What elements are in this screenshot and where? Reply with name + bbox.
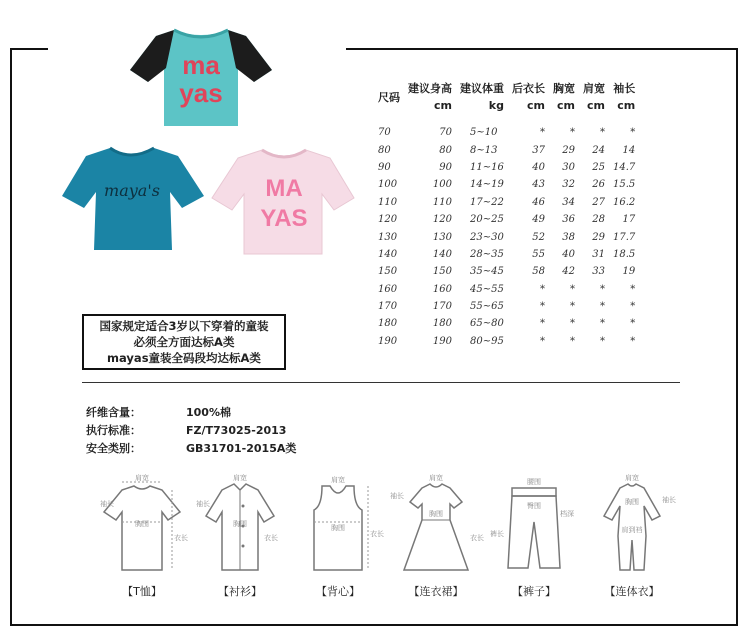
table-cell: 100: [432, 179, 452, 191]
measurement-guide: [96, 476, 676, 606]
table-row: [374, 263, 639, 280]
table-cell: 58: [532, 266, 545, 278]
table-row: [374, 246, 639, 263]
romper-label-crotch: 肩到裆: [621, 526, 643, 534]
size-table: [374, 80, 639, 350]
spec-standard: [86, 422, 286, 438]
table-cell: 80~95: [470, 335, 504, 347]
table-cell: 180: [378, 318, 398, 330]
table-cell: 33: [592, 266, 605, 278]
table-cell: *: [630, 283, 636, 295]
spec-safety-label: 安全类别：: [86, 442, 141, 455]
table-cell: 29: [592, 231, 605, 243]
table-cell: 130: [378, 231, 398, 243]
col-header-height: 建议身高: [408, 82, 452, 95]
table-cell: 16.2: [613, 196, 636, 208]
table-cell: 65~80: [470, 318, 504, 330]
table-cell: 190: [432, 335, 452, 347]
table-cell: 90: [378, 161, 391, 173]
table-cell: 42: [562, 266, 575, 278]
table-cell: *: [600, 301, 605, 313]
pants-label-hip: 臀围: [527, 502, 541, 510]
table-cell: 170: [378, 301, 398, 313]
vest-label-shoulder: 肩宽: [331, 476, 345, 484]
table-cell: *: [540, 301, 545, 313]
dress-label-length: 衣长: [470, 534, 484, 542]
table-cell: 14: [622, 144, 636, 156]
vest-caption: 【背心】: [316, 585, 360, 598]
unit-weight: kg: [488, 99, 504, 112]
table-cell: 29: [562, 144, 575, 156]
table-cell: 140: [432, 248, 452, 260]
table-row: [374, 298, 639, 315]
table-row: [374, 333, 639, 350]
table-cell: 90: [439, 161, 452, 173]
table-row: [374, 315, 639, 332]
tshirt-label-sleeve: 袖长: [100, 500, 114, 508]
romper-label-chest: 胸围: [625, 498, 639, 506]
shirt-label-sleeve: 袖长: [196, 500, 210, 508]
shirt-label-chest: 胸围: [233, 520, 247, 528]
spec-standard-label: 执行标准：: [86, 424, 141, 437]
size-table-body: [374, 124, 639, 350]
table-row: [374, 159, 639, 176]
table-cell: 100: [378, 179, 398, 191]
shirt1-text-line2: yas: [179, 78, 223, 108]
tshirt-label-chest: 胸围: [135, 520, 149, 528]
table-cell: 27: [592, 196, 605, 208]
table-cell: 23~30: [470, 231, 504, 243]
shirt3-text-line2: YAS: [260, 205, 308, 232]
table-cell: 26: [592, 179, 605, 191]
table-cell: 24: [592, 144, 605, 156]
table-cell: 28~35: [470, 248, 504, 260]
table-cell: 19: [622, 266, 636, 278]
table-row: [374, 281, 639, 298]
product-photo-pink: [208, 148, 358, 262]
unit-row: [374, 97, 639, 114]
table-cell: *: [570, 318, 575, 330]
romper-label-sleeve: 袖长: [662, 496, 676, 504]
dress-label-sleeve: 袖长: [390, 492, 404, 500]
pants-diagram-icon: [488, 476, 580, 580]
product-photo-teal-cursive: [58, 146, 208, 258]
spec-standard-value: FZ/T73025-2013: [186, 424, 287, 437]
product-photo-teal-black: [126, 26, 276, 134]
table-cell: 140: [378, 248, 398, 260]
table-cell: 38: [562, 231, 575, 243]
unit-chest: cm: [557, 99, 575, 112]
shirt-label-length: 衣长: [264, 534, 278, 542]
table-cell: 80: [378, 144, 391, 156]
unit-length: cm: [527, 99, 545, 112]
pants-label-rise: 档深: [560, 510, 574, 518]
pants-caption: 【裤子】: [512, 585, 556, 598]
pants-label-waist: 腰围: [527, 478, 541, 486]
table-cell: 55: [532, 248, 545, 260]
dress-label-chest: 胸围: [429, 510, 443, 518]
table-cell: 17~22: [470, 196, 504, 208]
table-cell: *: [630, 127, 636, 139]
table-row: [374, 176, 639, 193]
table-cell: 150: [432, 266, 452, 278]
table-cell: 25: [592, 161, 605, 173]
table-row: [374, 228, 639, 245]
table-cell: *: [570, 335, 575, 347]
table-cell: 14.7: [613, 161, 636, 173]
table-cell: 45~55: [470, 283, 504, 295]
note-line-2: 必须全方面达标A类: [133, 335, 235, 349]
table-row: [374, 211, 639, 228]
tshirt-caption: 【T恤】: [122, 585, 162, 598]
table-cell: 40: [562, 248, 575, 260]
table-row: [374, 124, 639, 141]
dress-diagram-icon: [390, 476, 482, 580]
table-cell: *: [600, 127, 605, 139]
table-cell: 36: [562, 214, 575, 226]
tshirt-label-shoulder: 肩宽: [135, 474, 149, 482]
table-cell: *: [570, 283, 575, 295]
table-cell: 15.5: [613, 179, 636, 191]
col-header-sleeve: 袖长: [613, 82, 636, 95]
note-line-3: mayas童装全码段均达标A类: [107, 351, 261, 365]
table-cell: 20~25: [470, 214, 504, 226]
table-cell: *: [600, 335, 605, 347]
shirt-caption: 【衬衫】: [218, 585, 262, 598]
table-cell: 8~13: [470, 144, 498, 156]
pants-label-length: 裤长: [490, 530, 504, 538]
table-cell: 37: [532, 144, 545, 156]
garment-romper: [586, 476, 678, 606]
col-header-size: 尺码: [378, 90, 400, 104]
table-cell: 31: [592, 248, 605, 260]
table-cell: 110: [432, 196, 452, 208]
table-cell: 120: [378, 214, 398, 226]
garment-pants: [488, 476, 580, 606]
table-cell: 17.7: [613, 231, 636, 243]
shirt3-text-line1: MA: [265, 175, 303, 202]
table-cell: *: [540, 318, 545, 330]
table-cell: 34: [562, 196, 575, 208]
tshirt-label-length: 衣长: [174, 534, 188, 542]
table-cell: 190: [378, 335, 398, 347]
shirt-label-shoulder: 肩宽: [233, 474, 247, 482]
table-cell: 28: [592, 214, 605, 226]
table-cell: 43: [532, 179, 545, 191]
header-row: [374, 80, 639, 97]
table-cell: 55~65: [470, 301, 504, 313]
table-cell: *: [630, 318, 636, 330]
table-cell: *: [570, 127, 575, 139]
table-cell: 70: [439, 127, 452, 139]
shirt1-text-line1: ma: [182, 50, 220, 80]
table-cell: 150: [378, 266, 398, 278]
vest-label-chest: 胸围: [331, 524, 345, 532]
note-line-1: 国家规定适合3岁以下穿着的童装: [99, 319, 269, 333]
col-header-length: 后衣长: [512, 82, 545, 95]
size-table-header: [374, 80, 639, 124]
table-cell: *: [630, 301, 636, 313]
table-cell: 17: [622, 214, 636, 226]
table-cell: 80: [439, 144, 452, 156]
col-header-shoulder: 肩宽: [583, 82, 605, 95]
unit-height: cm: [434, 99, 452, 112]
dress-label-shoulder: 肩宽: [429, 474, 443, 482]
table-cell: 35~45: [470, 266, 504, 278]
table-cell: 18.5: [613, 248, 636, 260]
table-cell: 40: [532, 161, 545, 173]
table-cell: 32: [562, 179, 575, 191]
table-cell: 160: [432, 283, 452, 295]
shirt2-text: maya's: [104, 181, 160, 200]
table-cell: *: [540, 127, 545, 139]
table-row: [374, 141, 639, 158]
romper-label-shoulder: 肩宽: [625, 474, 639, 482]
col-header-weight: 建议体重: [460, 82, 504, 95]
garment-tshirt: [96, 476, 188, 606]
table-cell: *: [600, 318, 605, 330]
romper-diagram-icon: [586, 476, 678, 580]
table-cell: 110: [378, 196, 398, 208]
vest-label-length: 衣长: [370, 530, 384, 538]
shirt-diagram-icon: [194, 476, 286, 580]
vest-diagram-icon: [292, 476, 384, 580]
table-cell: 5~10: [470, 127, 498, 139]
dress-caption: 【连衣裙】: [408, 585, 464, 598]
table-cell: 120: [432, 214, 452, 226]
spec-safety: [86, 440, 296, 456]
table-cell: *: [540, 283, 545, 295]
table-cell: 14~19: [470, 179, 504, 191]
garment-vest: [292, 476, 384, 606]
table-cell: 70: [378, 127, 391, 139]
table-cell: 130: [432, 231, 452, 243]
col-header-chest: 胸宽: [553, 82, 575, 95]
spec-fiber: [86, 404, 231, 420]
compliance-note: [82, 314, 286, 370]
table-cell: *: [570, 301, 575, 313]
table-cell: 11~16: [470, 161, 504, 173]
table-cell: 170: [432, 301, 452, 313]
garment-dress: [390, 476, 482, 606]
table-cell: 49: [532, 214, 545, 226]
table-cell: 30: [562, 161, 575, 173]
unit-shoulder: cm: [587, 99, 605, 112]
table-row: [374, 194, 639, 211]
table-cell: *: [540, 335, 545, 347]
table-cell: *: [630, 335, 636, 347]
spec-safety-value: GB31701-2015A类: [186, 442, 297, 455]
table-cell: *: [600, 283, 605, 295]
spec-fiber-label: 纤维含量：: [86, 406, 141, 419]
table-cell: 52: [532, 231, 545, 243]
table-cell: 160: [378, 283, 398, 295]
garment-shirt: [194, 476, 286, 606]
section-divider: [82, 382, 680, 383]
unit-sleeve: cm: [617, 99, 636, 112]
table-cell: 46: [532, 196, 545, 208]
romper-caption: 【连体衣】: [604, 585, 660, 598]
spec-fiber-value: 100%棉: [186, 406, 231, 419]
table-cell: 180: [432, 318, 452, 330]
tshirt-diagram-icon: [96, 476, 188, 580]
